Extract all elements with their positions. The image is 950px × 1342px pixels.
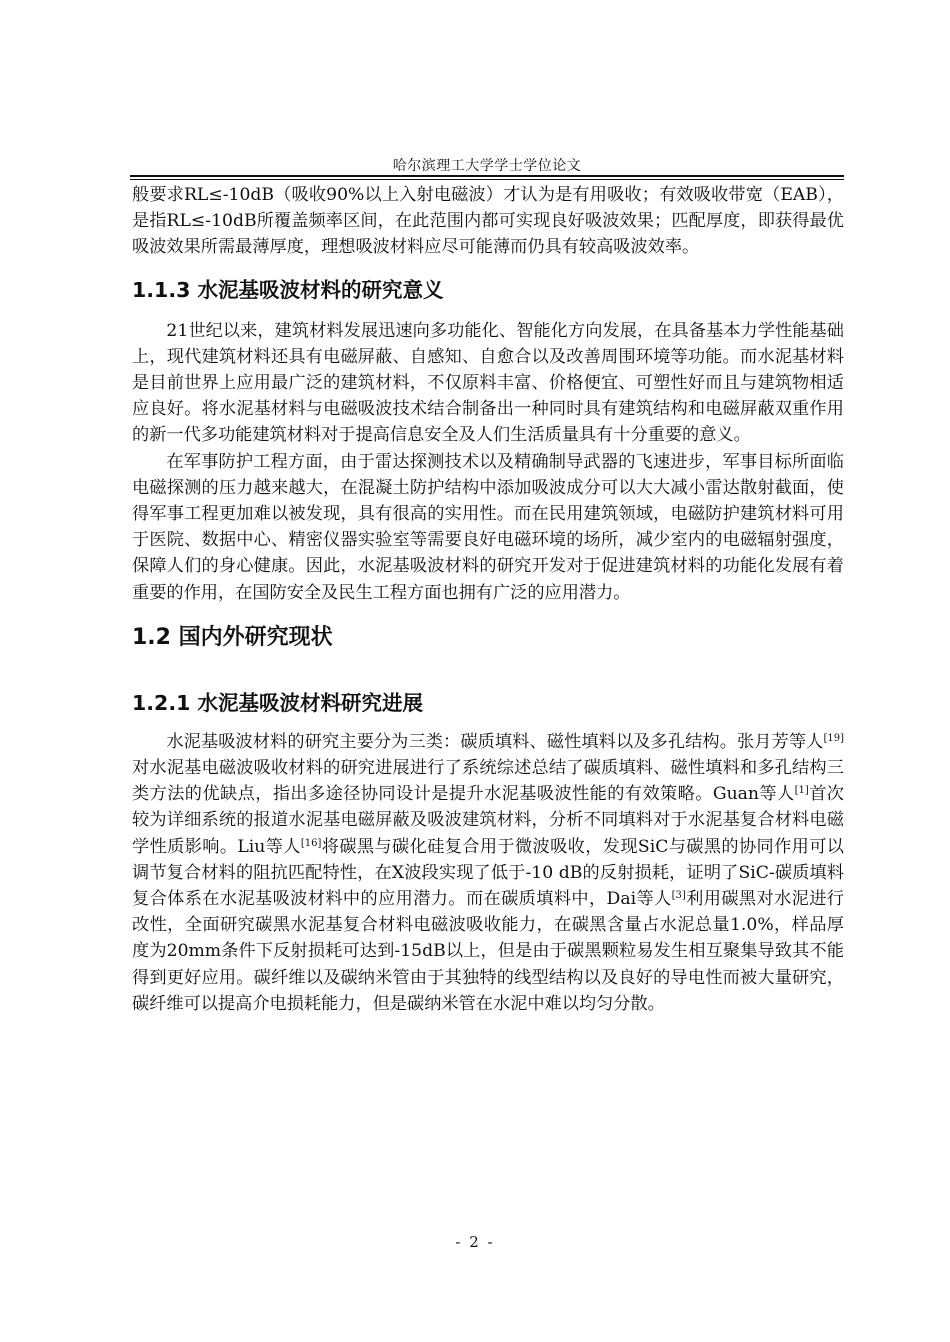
header-rule-thin: [130, 179, 844, 180]
citation-ref: [16]: [300, 837, 322, 849]
text-run: 水泥基吸波材料的研究主要分为三类：碳质填料、磁性填料以及多孔结构。张月芳等人: [166, 731, 824, 752]
section-heading-1-1-3: 1.1.3 水泥基吸波材料的研究意义: [132, 277, 444, 302]
paragraph-significance: 21世纪以来，建筑材料发展迅速向多功能化、智能化方向发展，在具备基本力学性能基础上，现代建筑材料还具有电磁屏蔽、自感知、自愈合以及改善周围环境等功能。而水泥基材料是目前世界上应用最广泛的建筑材料，不仅原料丰富、价格便宜、可塑性好而且与建筑物相适应良好。将水泥基材料与电磁吸波技术结合制备出一种同时具有建筑结构和电磁屏蔽双重作用的新一代多功能建筑材料对于提高信息安全及人们生活质量具有十分重要的意义。: [132, 320, 844, 446]
page-header: 哈尔滨理工大学学士学位论文: [392, 158, 582, 174]
paragraph-continued: 般要求RL≤-10dB（吸收90%以上入射电磁波）才认为是有用吸收；有效吸收带宽（EAB），是指RL≤-10dB所覆盖频率区间，在此范围内都可实现良好吸波效果；匹配厚度，即获得最优吸波效果所需最薄厚度，理想吸波材料应尽可能薄而仍具有较高吸波效率。: [132, 185, 844, 258]
paragraph-military: 在军事防护工程方面，由于雷达探测技术以及精确制导武器的飞速进步，军事目标所面临电磁探测的压力越来越大，在混凝土防护结构中添加吸波成分可以大大减小雷达散射截面，使得军事工程更加难以被发现，具有很高的实用性。而在民用建筑领域，电磁防护建筑材料可用于医院、数据中心、精密仪器实验室等需要良好电磁环境的场所，减少室内的电磁辐射强度，保障人们的身心健康。因此，水泥基吸波材料的研究开发对于促进建筑材料的功能化发展有着重要的作用，在国防安全及民生工程方面也拥有广泛的应用潜力。: [132, 451, 844, 603]
text-run: 利用碳黑对水泥进行改性，全面研究碳黑水泥基复合材料电磁波吸收能力，在碳黑含量占水泥总量1.0%，样品厚度为20mm条件下反射损耗可达到-15dB以上，但是由于碳黑颗粒易发生相互聚集导致其不能得到更好应用。碳纤维以及碳纳米管由于其独特的线型结构以及良好的导电性而被大量研究，碳纤维可以提高介电损耗能力，但是碳纳米管在水泥中难以均匀分散。: [132, 889, 844, 1014]
page-number: - 2 -: [455, 1233, 495, 1251]
section-heading-1-2-1: 1.2.1 水泥基吸波材料研究进展: [132, 690, 424, 715]
text-run: 对水泥基电磁波吸收材料的研究进展进行了系统综述总结了碳质填料、磁性填料和多孔结构三类方法的优缺点，指出多途径协同设计是提升水泥基吸波性能的有效策略。Guan等人: [132, 758, 844, 805]
citation-ref: [1]: [794, 785, 809, 797]
section-heading-1-2: 1.2 国内外研究现状: [132, 624, 333, 650]
text-run: 首次较为详细系统的报道水泥基电磁屏蔽及吸波建筑材料，分析不同填料对于水泥基复合材料电磁学性质影响。Liu等人: [132, 784, 844, 857]
text-run: 将碳黑与碳化硅复合用于微波吸收，发现SiC与碳黑的协同作用可以调节复合材料的阻抗匹配特性，在X波段实现了低于-10 dB的反射损耗，证明了SiC-碳质填料复合体系在水泥基吸波材料中的应用潜力。而在碳质填料中，Dai等人: [132, 836, 844, 910]
citation-ref: [19]: [823, 732, 844, 744]
paragraph-research-progress: [132, 729, 844, 1017]
header-rule-thick: [130, 175, 844, 177]
page-body: [132, 182, 844, 1017]
citation-ref: [3]: [671, 890, 686, 902]
